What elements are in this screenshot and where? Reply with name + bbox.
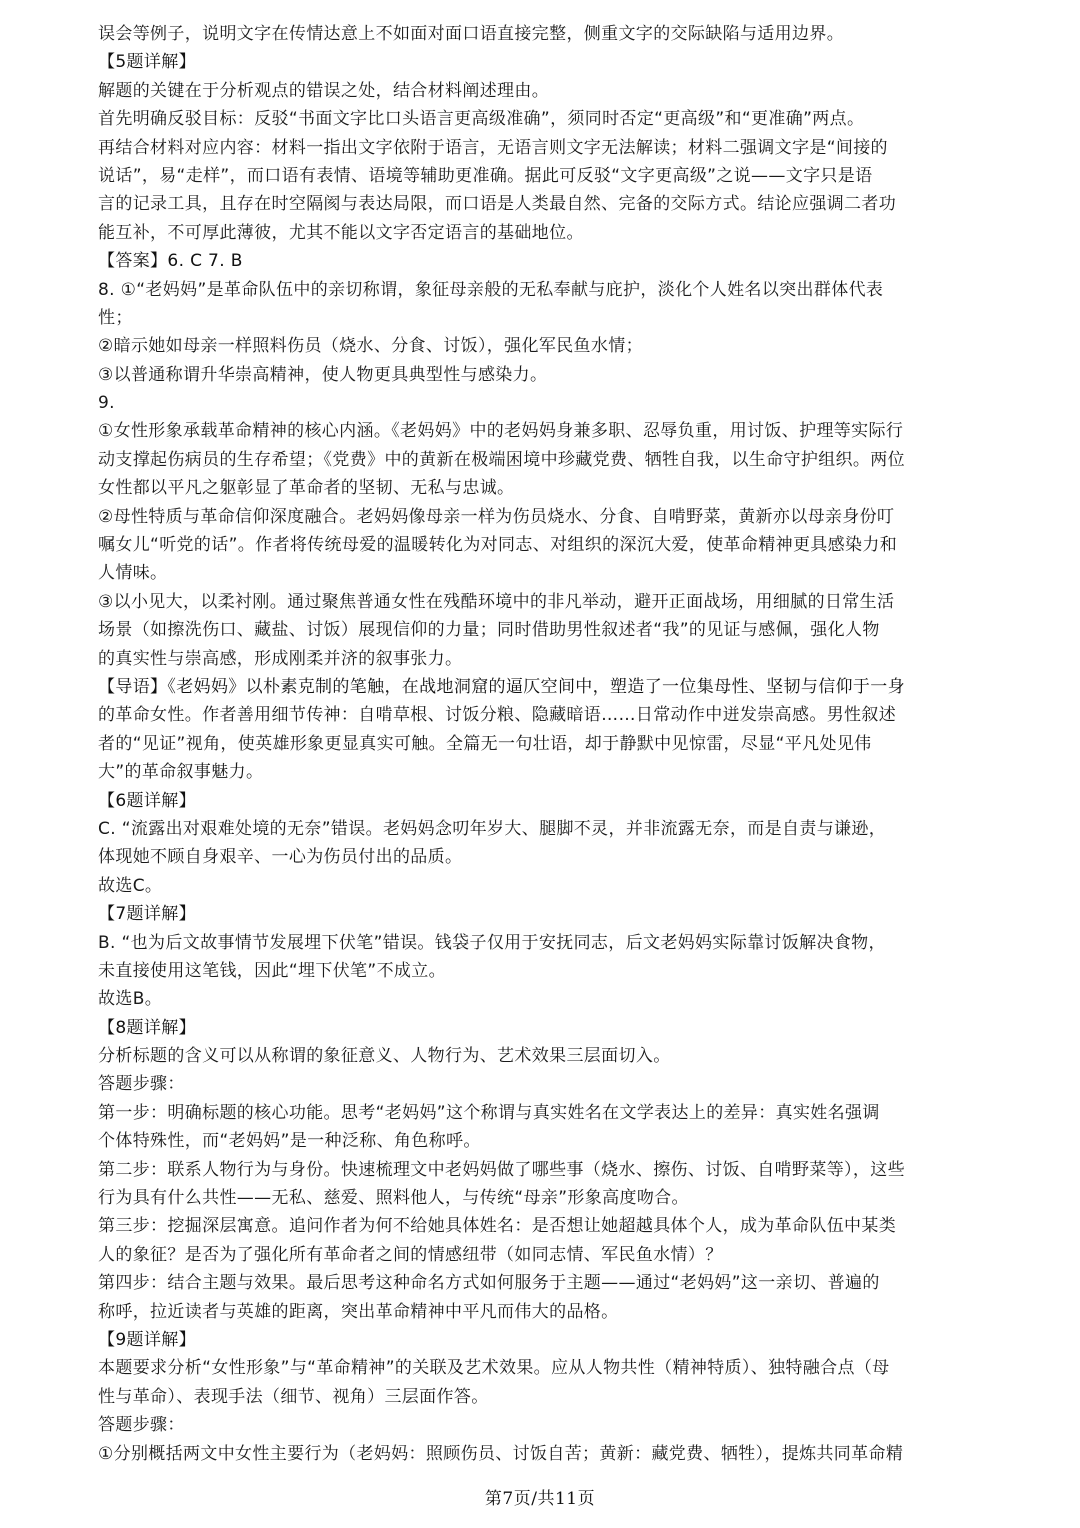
text-line: 第三步：挖掘深层寓意。追问作者为何不给她具体姓名：是否想让她超越具体个人，成为革命队伍中某类 <box>98 1216 897 1237</box>
text-line: 场景（如擦洗伤口、藏盐、讨饭）展现信仰的力量；同时借助男性叙述者“我”的见证与感佩，强化人物 <box>98 620 880 641</box>
text-line: 再结合材料对应内容：材料一指出文字依附于语言，无语言则文字无法解读；材料二强调文字是“间接的 <box>98 137 888 158</box>
text-line: B. “也为后文故事情节发展埋下伏笔”错误。钱袋子仅用于安抚同志，后文老妈妈实际靠讨饭解决食物， <box>98 932 886 953</box>
text-line: ②暗示她如母亲一样照料伤员（烧水、分食、讨饭），强化军民鱼水情； <box>98 336 643 357</box>
text-line: 答题步骤： <box>98 1074 185 1095</box>
text-line: 未直接使用这笔钱，因此“埋下伏笔”不成立。 <box>98 960 446 981</box>
section-heading: 【答案】6. C 7. B <box>98 251 243 272</box>
section-heading: 【导语】《老妈妈》以朴素克制的笔触，在战地洞窟的逼仄空间中，塑造了一位集母性、坚韧与信仰于一身 <box>98 676 905 697</box>
text-line: 故选C。 <box>98 875 163 896</box>
text-line: 第四步：结合主题与效果。最后思考这种命名方式如何服务于主题——通过“老妈妈”这一亲切、普遍的 <box>98 1273 880 1294</box>
section-heading: 【9题详解】 <box>98 1329 196 1350</box>
text-line: 言的记录工具，且存在时空隔阂与表达局限，而口语是人类最自然、完备的交际方式。结论应强调二者功 <box>98 194 897 215</box>
text-line: ①分别概括两文中女性主要行为（老妈妈：照顾伤员、讨饭自苦；黄新：藏党费、牺牲），提炼共同革命精 <box>98 1443 904 1464</box>
section-heading: 【7题详解】 <box>98 904 196 925</box>
text-line: 嘱女儿“听党的话”。作者将传统母爱的温暖转化为对同志、对组织的深沉大爱，使革命精神更具感染力和 <box>98 535 898 556</box>
text-line: 行为具有什么共性——无私、慈爱、照料他人，与传统“母亲”形象高度吻合。 <box>98 1188 689 1209</box>
text-line: 的革命女性。作者善用细节传神：自啃草根、讨饭分粮、隐藏暗语……日常动作中迸发崇高感。男性叙述 <box>98 705 897 726</box>
text-line: 首先明确反驳目标：反驳“书面文字比口头语言更高级准确”，须同时否定“更高级”和“更准确”两点。 <box>98 109 865 130</box>
page-number-footer: 第7页/共11页 <box>484 1489 596 1509</box>
text-line: 第一步：明确标题的核心功能。思考“老妈妈”这个称谓与真实姓名在文学表达上的差异：真实姓名强调 <box>98 1102 880 1123</box>
text-line: 故选B。 <box>98 989 163 1010</box>
text-line: 9. <box>98 393 115 414</box>
section-heading: 【6题详解】 <box>98 790 196 811</box>
text-line: 的真实性与崇高感，形成刚柔并济的叙事张力。 <box>98 648 463 669</box>
text-line: 个体特殊性，而“老妈妈”是一种泛称、角色称呼。 <box>98 1131 481 1152</box>
text-line: 大”的革命叙事魅力。 <box>98 762 264 783</box>
text-line: ③以小见大，以柔衬刚。通过聚焦普通女性在残酷环境中的非凡举动，避开正面战场，用细腻的日常生活 <box>98 591 895 612</box>
text-line: 能互补，不可厚此薄彼，尤其不能以文字否定语言的基础地位。 <box>98 222 584 243</box>
section-heading: 【5题详解】 <box>98 52 196 73</box>
text-line: C. “流露出对艰难处境的无奈”错误。老妈妈念叨年岁大、腿脚不灵，并非流露无奈，而是自责与谦逊， <box>98 818 887 839</box>
text-line: 分析标题的含义可以从称谓的象征意义、人物行为、艺术效果三层面切入。 <box>98 1046 671 1067</box>
text-line: 答题步骤： <box>98 1415 185 1436</box>
text-line: ①女性形象承载革命精神的核心内涵。《老妈妈》中的老妈妈身兼多职、忍辱负重，用讨饭、护理等实际行 <box>98 421 904 442</box>
text-line: 误会等例子，说明文字在传情达意上不如面对面口语直接完整，侧重文字的交际缺陷与适用边界。 <box>98 24 845 44</box>
text-line: 女性都以平凡之躯彰显了革命者的坚韧、无私与忠诚。 <box>98 478 515 499</box>
document-body <box>98 20 988 1480</box>
text-line: 性； <box>98 307 133 328</box>
text-line: 者的“见证”视角，使英雄形象更显真实可触。全篇无一句壮语，却于静默中见惊雷，尽显“平凡处见伟 <box>98 733 872 754</box>
text-line: ②母性特质与革命信仰深度融合。老妈妈像母亲一样为伤员烧水、分食、自啃野菜，黄新亦以母亲身份叮 <box>98 506 895 527</box>
section-heading: 【8题详解】 <box>98 1017 196 1038</box>
text-line: 人的象征？是否为了强化所有革命者之间的情感纽带（如同志情、军民鱼水情）？ <box>98 1244 723 1265</box>
text-line: 第二步：联系人物行为与身份。快速梳理文中老妈妈做了哪些事（烧水、擦伤、讨饭、自啃野菜等），这些 <box>98 1159 905 1180</box>
text-line: 说话”，易“走样”，而口语有表情、语境等辅助更准确。据此可反驳“文字更高级”之说——文字只是语 <box>98 165 873 186</box>
text-line: 称呼，拉近读者与英雄的距离，突出革命精神中平凡而伟大的品格。 <box>98 1301 619 1322</box>
text-line: 性与革命）、表现手法（细节、视角）三层面作答。 <box>98 1386 489 1407</box>
text-line: 8. ①“老妈妈”是革命队伍中的亲切称谓，象征母亲般的无私奉献与庇护，淡化个人姓名以突出群体代表 <box>98 279 884 300</box>
text-line: 动支撑起伤病员的生存希望；《党费》中的黄新在极端困境中珍藏党费、牺牲自我，以生命守护组织。两位 <box>98 449 905 470</box>
text-line: 本题要求分析“女性形象”与“革命精神”的关联及艺术效果。应从人物共性（精神特质）、独特融合点（母 <box>98 1358 890 1379</box>
text-line: ③以普通称谓升华崇高精神，使人物更具典型性与感染力。 <box>98 364 548 385</box>
text-line: 人情味。 <box>98 563 168 584</box>
text-line: 体现她不顾自身艰辛、一心为伤员付出的品质。 <box>98 847 463 868</box>
text-line: 解题的关键在于分析观点的错误之处，结合材料阐述理由。 <box>98 80 550 101</box>
